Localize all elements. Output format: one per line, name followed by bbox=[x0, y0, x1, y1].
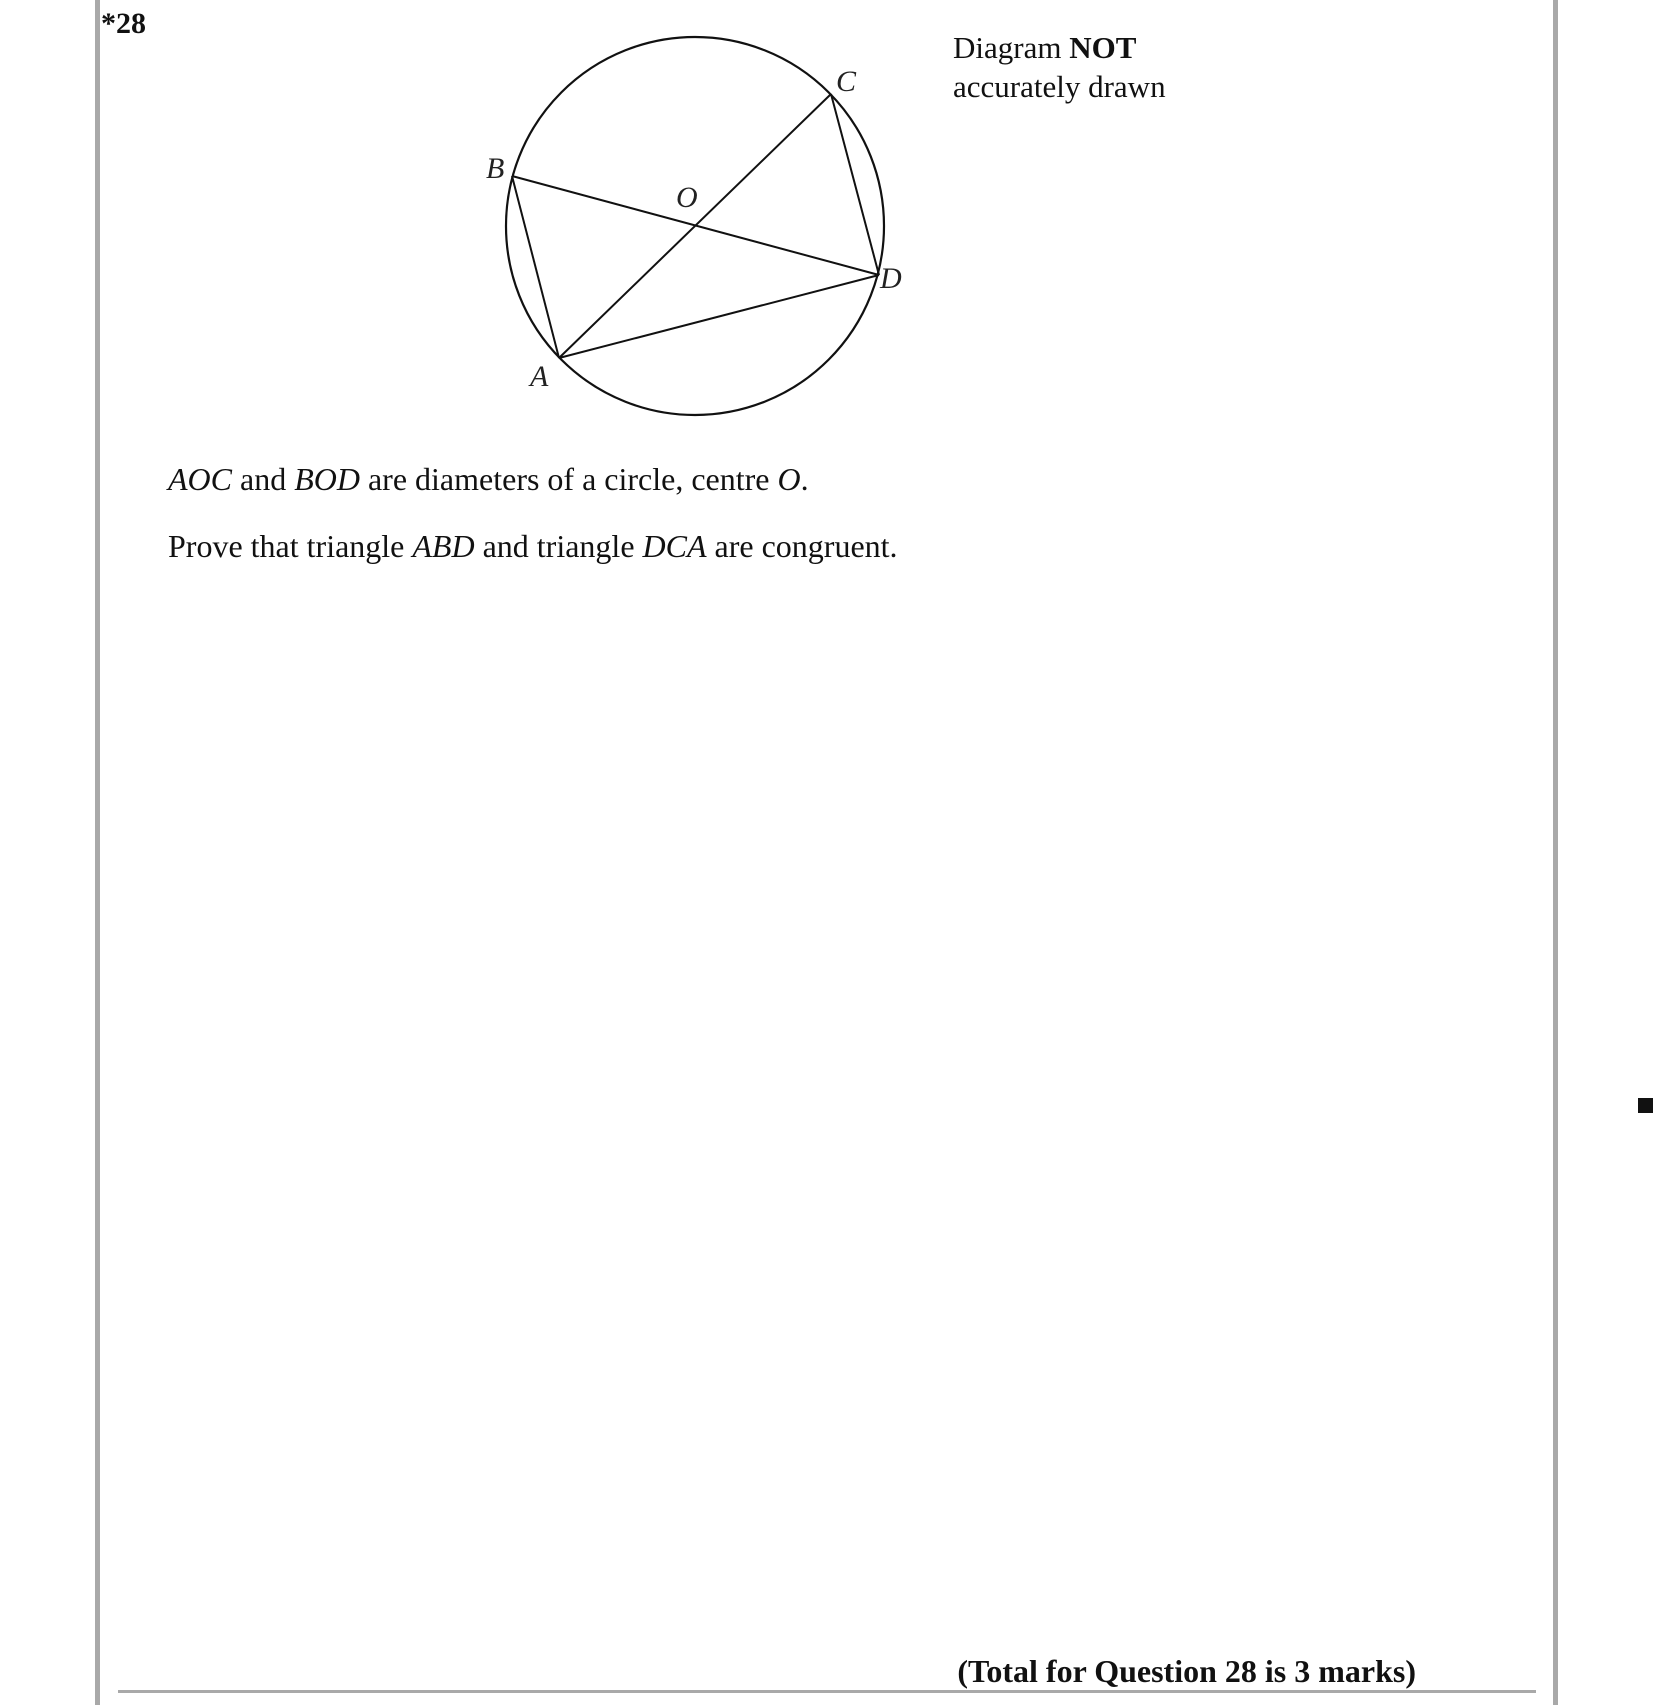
triangle-DCA: DCA bbox=[642, 528, 707, 564]
task-text-2: and triangle bbox=[474, 528, 643, 564]
centre-O: O bbox=[777, 461, 801, 497]
right-margin-rule bbox=[1553, 0, 1558, 1705]
diameter-AOC: AOC bbox=[168, 461, 232, 497]
question-statement bbox=[168, 459, 809, 499]
diagram-accuracy-note bbox=[953, 28, 1166, 106]
bottom-divider bbox=[118, 1690, 1536, 1693]
question-task bbox=[168, 526, 898, 566]
chord-CD bbox=[831, 94, 879, 275]
label-D: D bbox=[880, 262, 902, 295]
circle-diagram bbox=[460, 20, 940, 430]
diameter-BOD: BOD bbox=[294, 461, 360, 497]
label-A: A bbox=[530, 360, 549, 393]
note-prefix: Diagram bbox=[953, 30, 1062, 65]
task-text-1: Prove that triangle bbox=[168, 528, 413, 564]
chord-AD bbox=[559, 275, 879, 358]
label-B: B bbox=[486, 152, 505, 185]
note-suffix: accurately drawn bbox=[953, 69, 1166, 104]
statement-text-3: . bbox=[800, 461, 809, 497]
task-text-3: are congruent. bbox=[706, 528, 898, 564]
label-C: C bbox=[836, 65, 857, 98]
label-O: O bbox=[676, 181, 698, 214]
page-marker bbox=[1638, 1098, 1653, 1113]
total-marks: (Total for Question 28 is 3 marks) bbox=[957, 1653, 1416, 1689]
chord-AB bbox=[512, 176, 559, 358]
left-margin-rule bbox=[95, 0, 100, 1705]
question-number: *28 bbox=[101, 7, 146, 40]
triangle-ABD: ABD bbox=[412, 528, 475, 564]
statement-text-1: and bbox=[232, 461, 295, 497]
note-bold-word: NOT bbox=[1069, 30, 1137, 65]
statement-text-2: are diameters of a circle, centre bbox=[359, 461, 778, 497]
